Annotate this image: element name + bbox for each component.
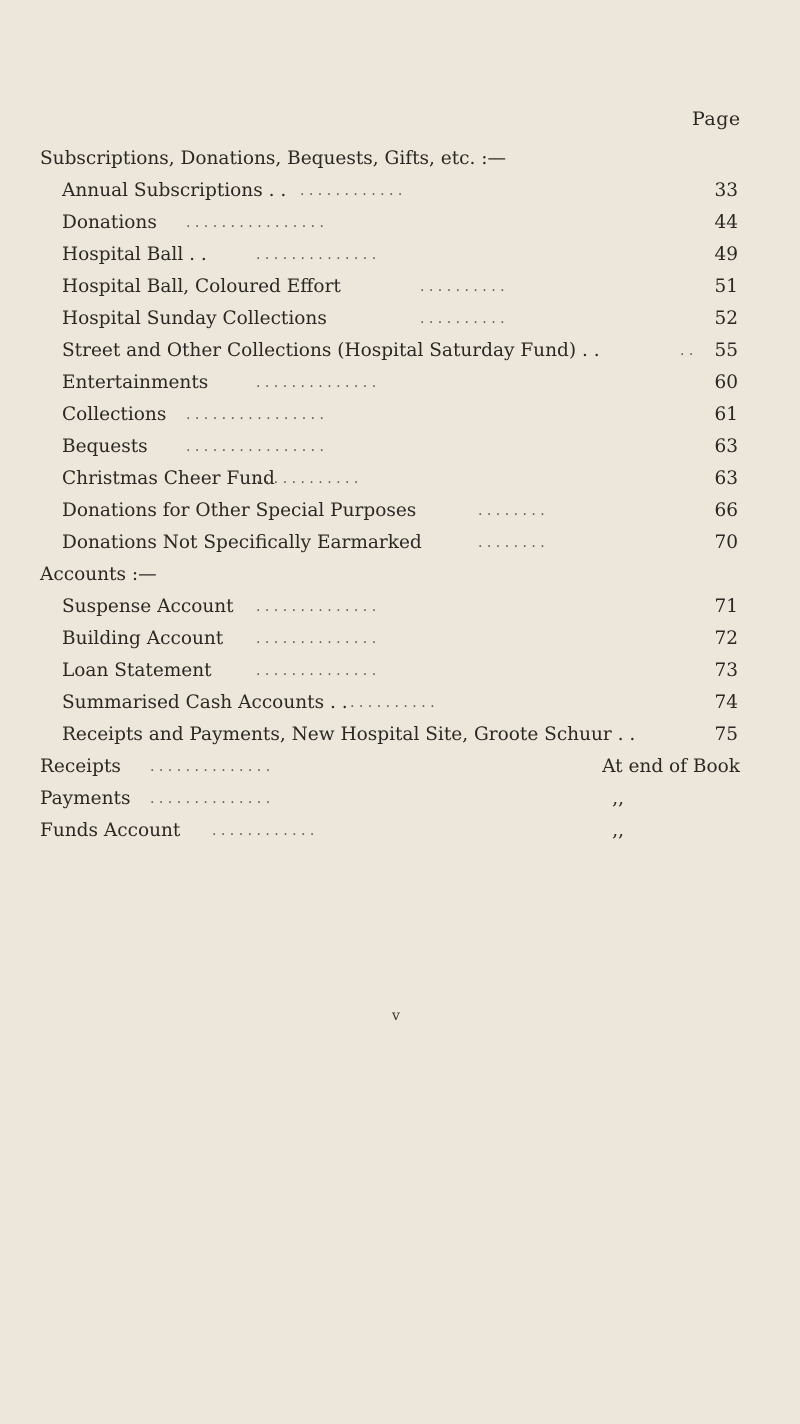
entry-label: Suspense Account: [62, 596, 234, 617]
toc-entry: [0, 817, 800, 845]
section-title: Accounts :—: [40, 564, 157, 585]
dot-leaders: . . . . . . . . . . . . . . . .: [186, 215, 324, 231]
entry-page: 66: [714, 500, 738, 521]
entry-page: 60: [714, 372, 738, 393]
toc-entry: [0, 401, 800, 429]
entry-label: Hospital Sunday Collections: [62, 308, 327, 329]
dot-leaders: . . . . . . . . . . . . . .: [256, 599, 377, 615]
entry-page: 51: [714, 276, 738, 297]
toc-entry: [0, 433, 800, 461]
entry-label: Christmas Cheer Fund: [62, 468, 275, 489]
toc-entry: [0, 465, 800, 493]
toc-entry: [0, 593, 800, 621]
entry-page: 71: [714, 596, 738, 617]
dot-leaders: . .: [680, 343, 694, 359]
page-column-heading: Page: [692, 108, 741, 130]
entry-page: 52: [714, 308, 738, 329]
entry-label: Receipts: [40, 756, 121, 777]
entry-page: 33: [714, 180, 738, 201]
dot-leaders: . . . . . . . . . . . .: [212, 823, 315, 839]
dot-leaders: . . . . . . . .: [478, 503, 545, 519]
dot-leaders: . . . . . . . .: [478, 535, 545, 551]
entry-page: 63: [714, 468, 738, 489]
toc-entry: [0, 753, 800, 781]
entry-page: 73: [714, 660, 738, 681]
entry-page: 70: [714, 532, 738, 553]
entry-label: Collections: [62, 404, 167, 425]
dot-leaders: . . . . . . . . . .: [420, 311, 505, 327]
toc-entry: [0, 273, 800, 301]
entry-label: Street and Other Collections (Hospital Saturday Fund) . .: [62, 340, 600, 361]
entry-label: Donations for Other Special Purposes: [62, 500, 417, 521]
entry-page: 75: [714, 724, 738, 745]
dot-leaders: . . . . . . . . . . . . . .: [256, 375, 377, 391]
entry-label: Hospital Ball, Coloured Effort: [62, 276, 341, 297]
entry-label: Donations: [62, 212, 157, 233]
dot-leaders: . . . . . . . . . . . . . . . .: [186, 407, 324, 423]
entry-page: ,,: [612, 820, 624, 841]
entry-label: Receipts and Payments, New Hospital Site, Groote Schuur . .: [62, 724, 636, 745]
entry-page: 55: [714, 340, 738, 361]
entry-page: 44: [714, 212, 738, 233]
entry-label: Donations Not Specifically Earmarked: [62, 532, 422, 553]
dot-leaders: . . . . . . . . . . . .: [256, 471, 359, 487]
toc-entry: [0, 369, 800, 397]
entry-page: 49: [714, 244, 738, 265]
page-folio: v: [392, 1008, 400, 1024]
entry-label: Loan Statement: [62, 660, 212, 681]
section-heading-accounts: [0, 561, 800, 589]
toc-entry: [0, 177, 800, 205]
entry-page: 72: [714, 628, 738, 649]
toc-entry: [0, 305, 800, 333]
toc-entry: [0, 625, 800, 653]
entry-label: Hospital Ball . .: [62, 244, 207, 265]
toc-entry: [0, 529, 800, 557]
dot-leaders: . . . . . . . . . . . . . .: [150, 791, 271, 807]
entry-label: Bequests: [62, 436, 148, 457]
dot-leaders: . . . . . . . . . . . . . .: [256, 247, 377, 263]
entry-page: ,,: [612, 788, 624, 809]
toc-entry: [0, 337, 800, 365]
entry-page: 74: [714, 692, 738, 713]
dot-leaders: . . . . . . . . . . . . . .: [256, 631, 377, 647]
entry-label: Funds Account: [40, 820, 181, 841]
entry-label: Summarised Cash Accounts . .: [62, 692, 348, 713]
toc-entry: [0, 497, 800, 525]
toc-entry: [0, 689, 800, 717]
entry-label: Annual Subscriptions . .: [62, 180, 287, 201]
entry-page: 61: [714, 404, 738, 425]
entry-label: Building Account: [62, 628, 224, 649]
dot-leaders: . . . . . . . . . .: [350, 695, 435, 711]
toc-entry: [0, 241, 800, 269]
toc-entry: [0, 657, 800, 685]
dot-leaders: . . . . . . . . . . . . . .: [150, 759, 271, 775]
entry-page: At end of Book: [602, 756, 740, 777]
toc-entry: [0, 785, 800, 813]
section-title: Subscriptions, Donations, Bequests, Gifts, etc. :—: [40, 148, 507, 169]
dot-leaders: . . . . . . . . . . . .: [300, 183, 403, 199]
toc-entry: [0, 209, 800, 237]
dot-leaders: . . . . . . . . . .: [420, 279, 505, 295]
entry-label: Entertainments: [62, 372, 209, 393]
section-heading-subscriptions: [0, 145, 800, 173]
entry-label: Payments: [40, 788, 131, 809]
dot-leaders: . . . . . . . . . . . . . . . .: [186, 439, 324, 455]
entry-page: 63: [714, 436, 738, 457]
dot-leaders: . . . . . . . . . . . . . .: [256, 663, 377, 679]
toc-entry: [0, 721, 800, 749]
